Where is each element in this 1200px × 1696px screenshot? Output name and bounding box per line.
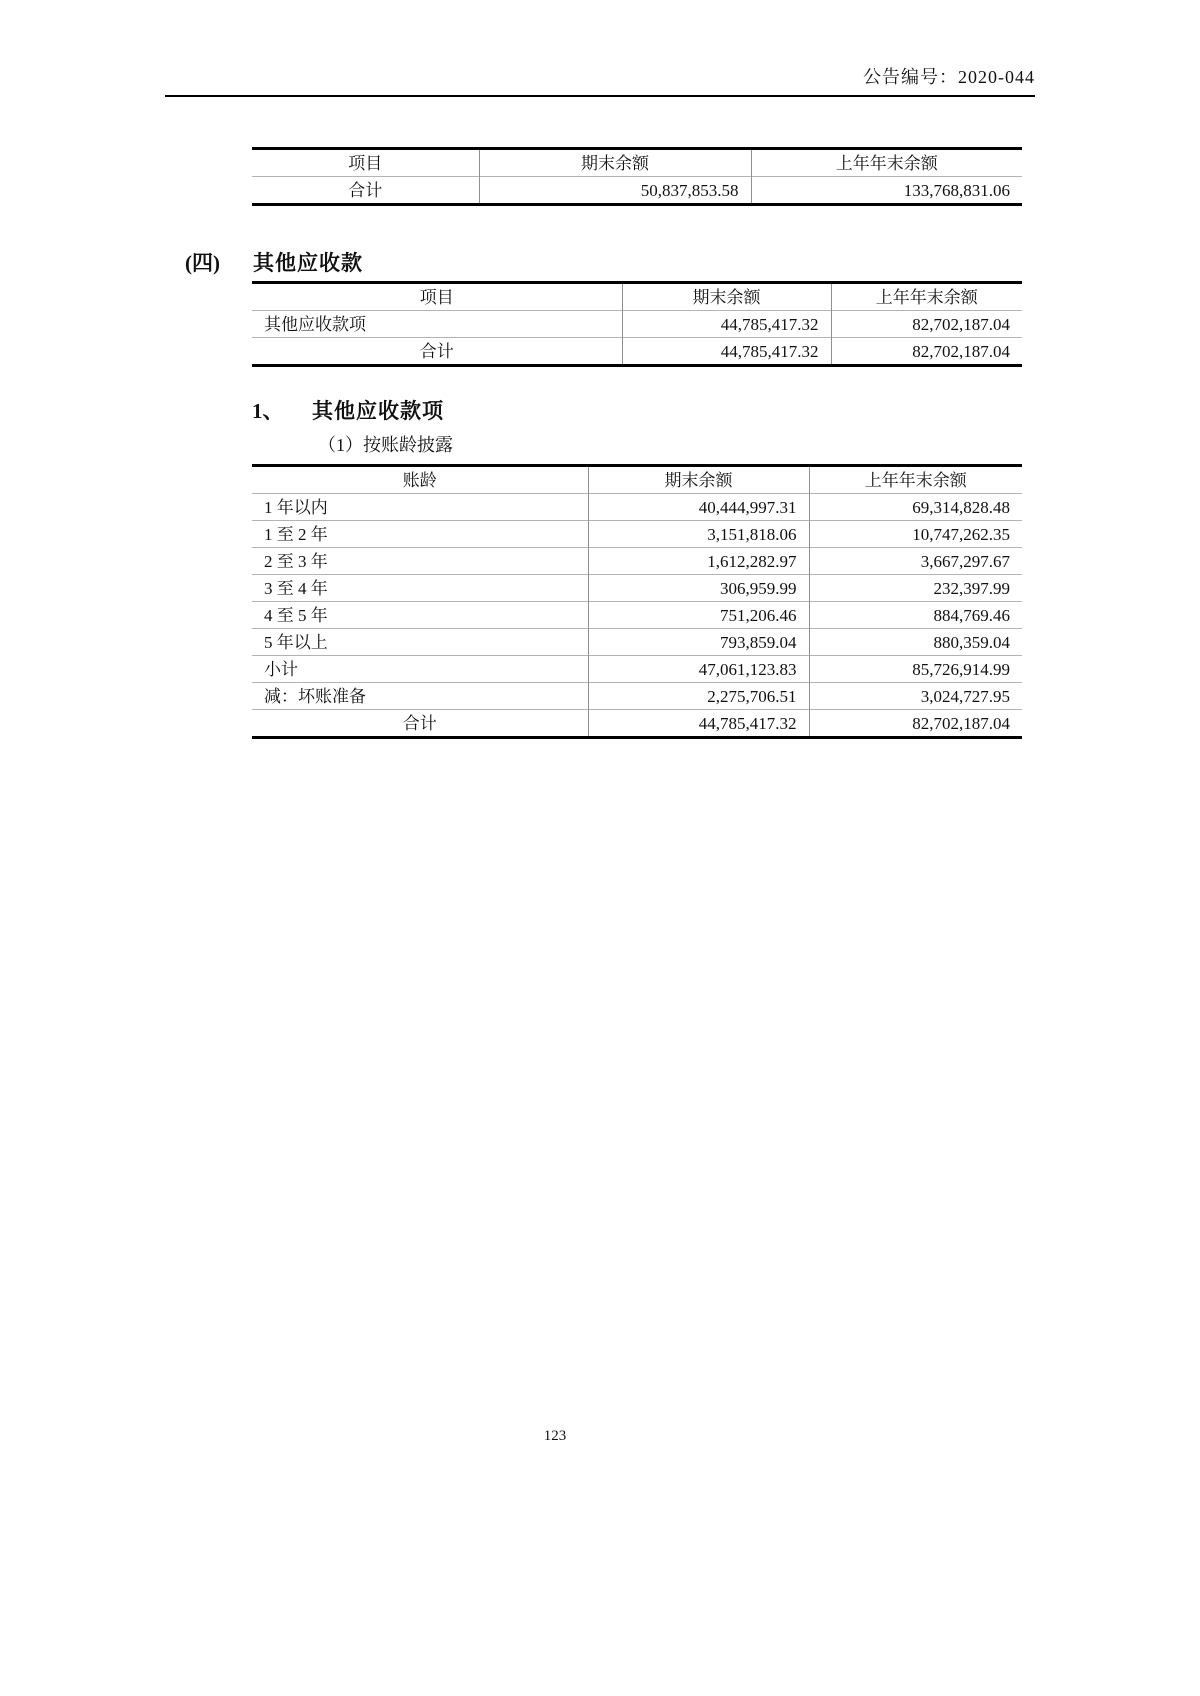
cell-label: 3 至 4 年	[252, 575, 588, 602]
cell-ending-balance: 306,959.99	[588, 575, 809, 602]
cell-ending-balance: 793,859.04	[588, 629, 809, 656]
table-row-total	[252, 710, 1022, 738]
cell-prior-balance: 133,768,831.06	[751, 177, 1022, 205]
section-heading-other-receivables	[185, 247, 363, 277]
table-row-bad-debt	[252, 683, 1022, 710]
col-header-prior-year-balance: 上年年末余额	[809, 466, 1022, 494]
table-row	[252, 629, 1022, 656]
cell-ending-balance: 1,612,282.97	[588, 548, 809, 575]
table-row	[252, 575, 1022, 602]
section-title: 其他应收款	[253, 252, 363, 275]
cell-label: 1 年以内	[252, 494, 588, 521]
col-header-ending-balance: 期末余额	[588, 466, 809, 494]
col-header-item: 项目	[348, 153, 383, 173]
aging-disclosure-label: （1）按账龄披露	[318, 435, 453, 455]
cell-label: 合计	[252, 338, 622, 366]
other-receivables-table	[252, 281, 1022, 367]
cell-prior-balance: 3,024,727.95	[809, 683, 1022, 710]
cell-ending-balance: 3,151,818.06	[588, 521, 809, 548]
header-rule	[165, 95, 1035, 97]
cell-prior-balance: 82,702,187.04	[809, 710, 1022, 738]
cell-label: 1 至 2 年	[252, 521, 588, 548]
col-header-prior-year-balance: 上年年末余额	[751, 149, 1022, 177]
table-row	[252, 494, 1022, 521]
table-row-subtotal	[252, 656, 1022, 683]
col-header-aging: 账龄	[402, 470, 437, 490]
section-index: (四)	[185, 251, 220, 275]
cell-prior-balance: 884,769.46	[809, 602, 1022, 629]
col-header-item: 项目	[419, 287, 454, 307]
cell-label: 2 至 3 年	[252, 548, 588, 575]
cell-label: 合计	[252, 710, 588, 738]
cell-prior-balance: 85,726,914.99	[809, 656, 1022, 683]
table-row	[252, 548, 1022, 575]
cell-ending-balance: 2,275,706.51	[588, 683, 809, 710]
cell-prior-balance: 10,747,262.35	[809, 521, 1022, 548]
col-header-ending-balance: 期末余额	[622, 283, 831, 311]
cell-label: 5 年以上	[252, 629, 588, 656]
cell-ending-balance: 751,206.46	[588, 602, 809, 629]
col-header-ending-balance: 期末余额	[479, 149, 751, 177]
cell-prior-balance: 69,314,828.48	[809, 494, 1022, 521]
table-row-total	[252, 177, 1022, 205]
page-number: 123	[543, 1428, 567, 1444]
cell-prior-balance: 82,702,187.04	[831, 338, 1022, 366]
cell-ending-balance: 44,785,417.32	[622, 311, 831, 338]
subsection-index: 1、	[252, 399, 284, 423]
cell-ending-balance: 50,837,853.58	[479, 177, 751, 205]
cell-label: 合计	[252, 177, 479, 205]
table-row	[252, 602, 1022, 629]
cell-label: 小计	[252, 656, 588, 683]
aging-table	[252, 464, 1022, 739]
table-row	[252, 311, 1022, 338]
cell-prior-balance: 880,359.04	[809, 629, 1022, 656]
cell-prior-balance: 82,702,187.04	[831, 311, 1022, 338]
summary-total-table	[252, 147, 1022, 206]
table-header-row	[252, 149, 1022, 177]
table-header-row	[252, 466, 1022, 494]
table-row-total	[252, 338, 1022, 366]
table-header-row	[252, 283, 1022, 311]
announcement-number: 公告编号：2020-044	[863, 67, 1035, 87]
cell-prior-balance: 232,397.99	[809, 575, 1022, 602]
subsection-title: 其他应收款项	[312, 400, 444, 423]
cell-label: 减：坏账准备	[252, 683, 588, 710]
col-header-prior-year-balance: 上年年末余额	[831, 283, 1022, 311]
cell-ending-balance: 47,061,123.83	[588, 656, 809, 683]
cell-ending-balance: 44,785,417.32	[588, 710, 809, 738]
cell-ending-balance: 40,444,997.31	[588, 494, 809, 521]
table-row	[252, 521, 1022, 548]
subsection-heading-items	[252, 395, 444, 425]
cell-ending-balance: 44,785,417.32	[622, 338, 831, 366]
cell-prior-balance: 3,667,297.67	[809, 548, 1022, 575]
cell-label: 4 至 5 年	[252, 602, 588, 629]
cell-label: 其他应收款项	[252, 311, 622, 338]
